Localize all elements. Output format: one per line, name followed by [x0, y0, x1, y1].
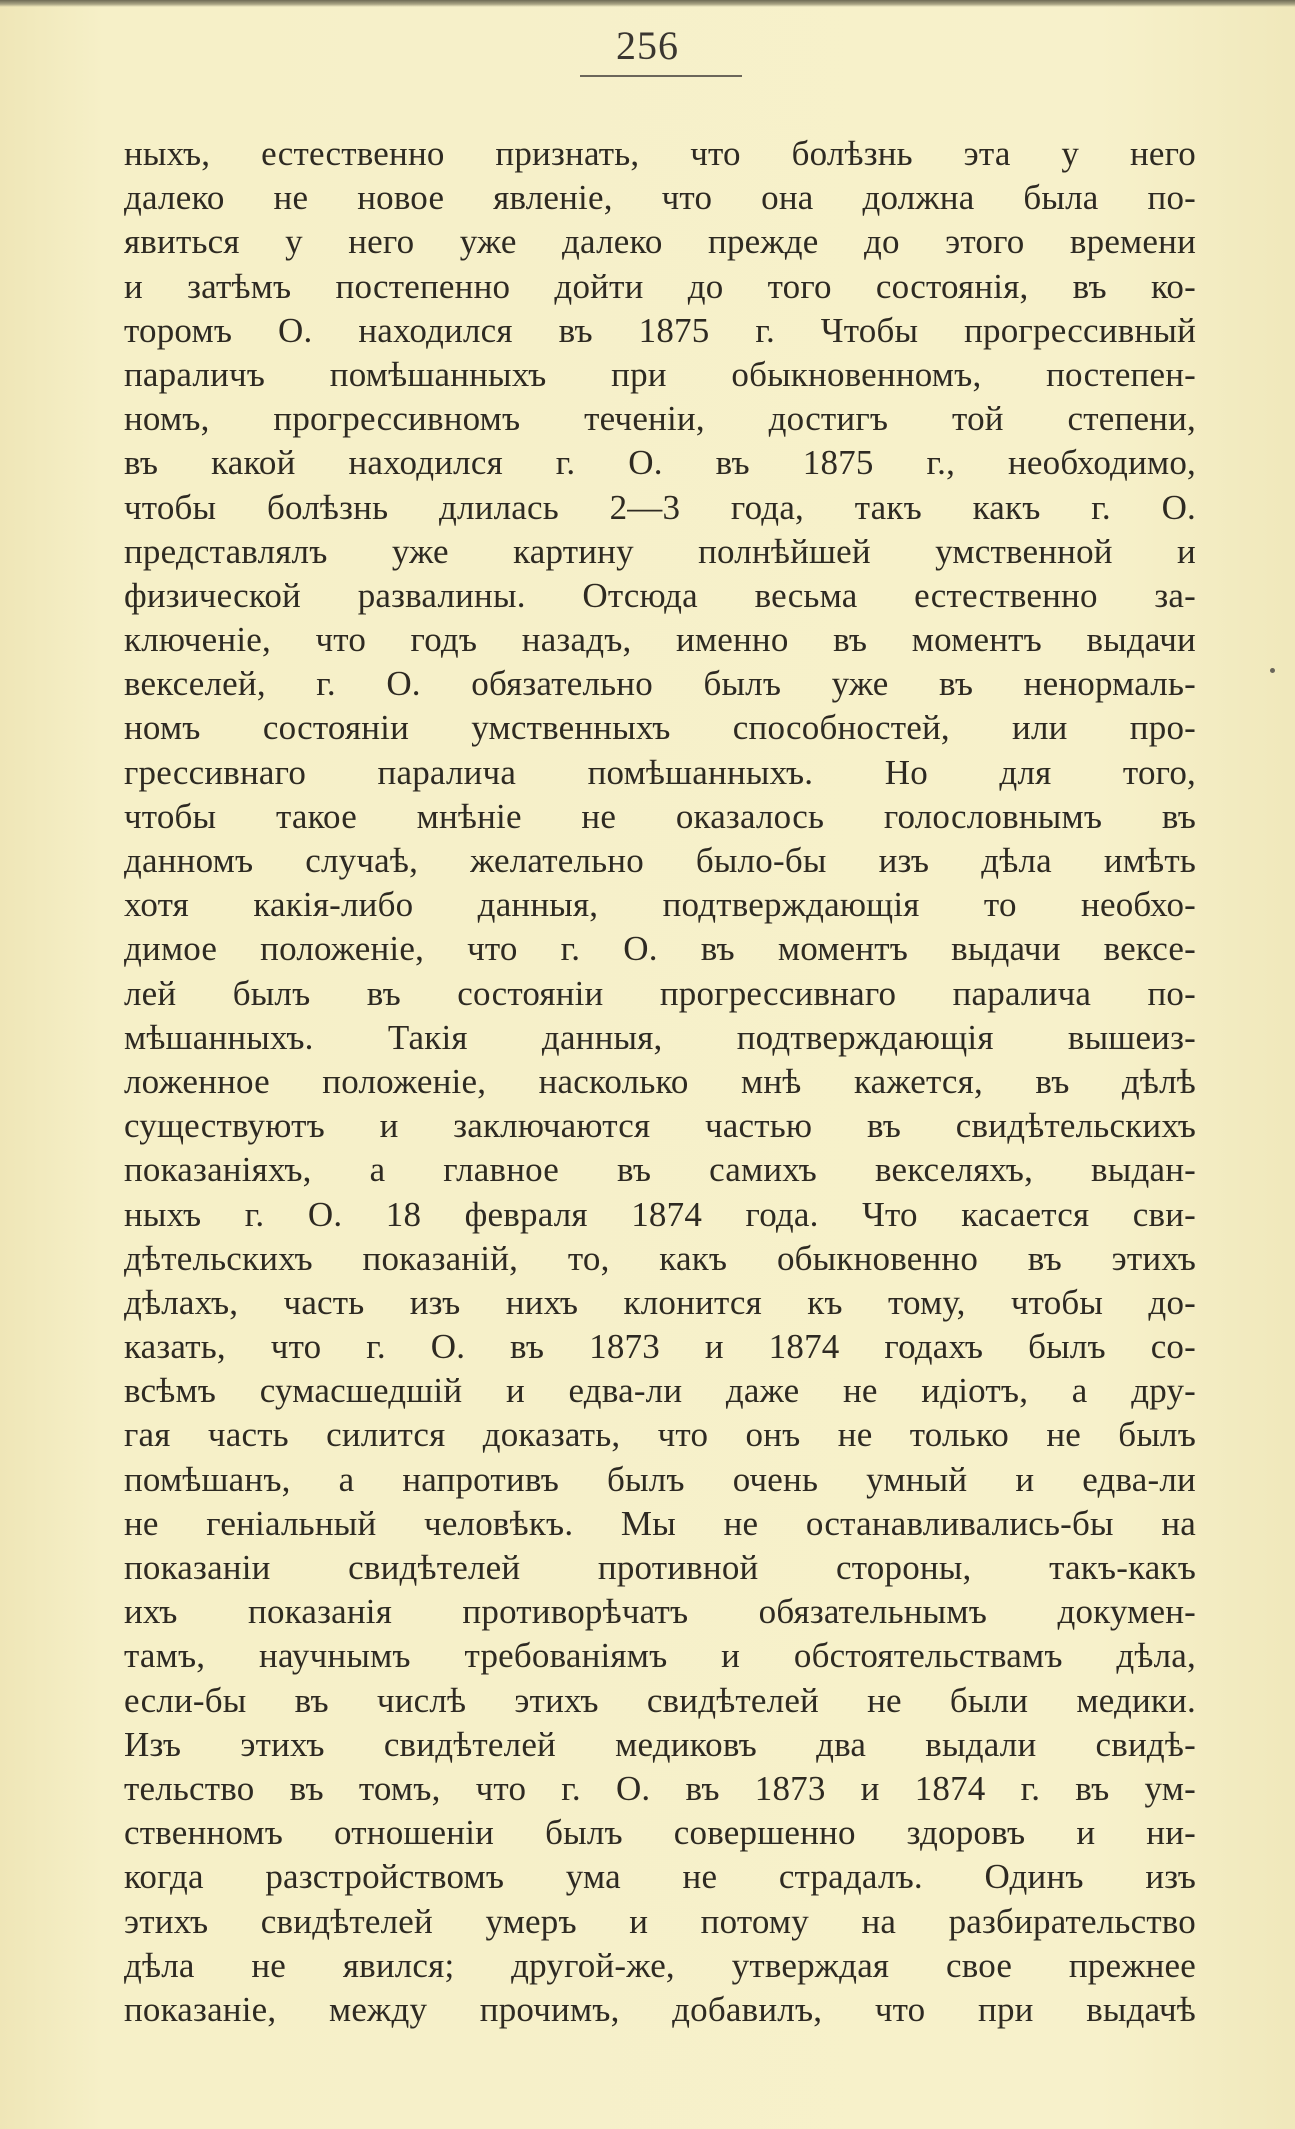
text-line: векселей, г. О. обязательно былъ уже въ ненормаль- — [124, 664, 1196, 704]
text-line: и затѣмъ постепенно дойти до того состоянія, въ ко- — [124, 266, 1196, 306]
margin-mark — [1270, 668, 1275, 673]
text-line: грессивнаго паралича помѣшанныхъ. Но для того, — [124, 752, 1196, 792]
text-line: хотя какія-либо данныя, подтверждающія то необхо- — [124, 885, 1196, 925]
text-line: не геніальный человѣкъ. Мы не останавливались-бы на — [124, 1503, 1196, 1543]
text-line: торомъ О. находился въ 1875 г. Чтобы прогрессивный — [124, 310, 1196, 350]
text-line: ственномъ отношеніи былъ совершенно здоровъ и ни- — [124, 1813, 1196, 1853]
text-line: параличъ помѣшанныхъ при обыкновенномъ, постепен- — [124, 354, 1196, 394]
text-line: казать, что г. О. въ 1873 и 1874 годахъ былъ со- — [124, 1327, 1196, 1367]
text-line: этихъ свидѣтелей умеръ и потому на разбирательство — [124, 1901, 1196, 1941]
text-line: всѣмъ сумасшедшій и едва-ли даже не идіотъ, а дру- — [124, 1371, 1196, 1411]
text-line: ныхъ, естественно признать, что болѣзнь эта у него — [124, 134, 1196, 173]
text-line: гая часть силится доказать, что онъ не только не былъ — [124, 1415, 1196, 1455]
page-number-rule — [580, 75, 742, 77]
text-line: лей былъ въ состояніи прогрессивнаго паралича по- — [124, 973, 1196, 1013]
text-line: дѣлахъ, часть изъ нихъ клонится къ тому, чтобы до- — [124, 1282, 1196, 1322]
text-line: дѣтельскихъ показаній, то, какъ обыкновенно въ этихъ — [124, 1238, 1196, 1278]
text-line: данномъ случаѣ, желательно было-бы изъ дѣла имѣть — [124, 841, 1196, 880]
text-line: физической развалины. Отсюда весьма естественно за- — [124, 575, 1196, 615]
text-line: далеко не новое явленіе, что она должна была по- — [124, 178, 1196, 218]
text-line: показаніяхъ, а главное въ самихъ векселяхъ, выдан- — [124, 1150, 1196, 1190]
text-line: ныхъ г. О. 18 февраля 1874 года. Что касается сви- — [124, 1194, 1196, 1234]
text-line: тельство въ томъ, что г. О. въ 1873 и 1874 г. въ ум- — [124, 1768, 1196, 1808]
text-line: чтобы болѣзнь длилась 2—3 года, такъ какъ г. О. — [124, 487, 1196, 527]
page-number: 256 — [616, 23, 679, 68]
text-line: если-бы въ числѣ этихъ свидѣтелей не были медики. — [124, 1680, 1196, 1720]
text-line: ихъ показанія противорѣчатъ обязательнымъ докумен- — [124, 1592, 1196, 1632]
text-line: номъ состояніи умственныхъ способностей, или про- — [124, 708, 1196, 748]
text-line: показаніи свидѣтелей противной стороны, такъ-какъ — [124, 1548, 1196, 1587]
text-line: существуютъ и заключаются частью въ свидѣтельскихъ — [124, 1106, 1196, 1146]
text-line: явиться у него уже далеко прежде до этого времени — [124, 222, 1196, 262]
text-line: помѣшанъ, а напротивъ былъ очень умный и едва-ли — [124, 1459, 1196, 1499]
page-top-edge — [0, 0, 1295, 7]
text-line: тамъ, научнымъ требованіямъ и обстоятельствамъ дѣла, — [124, 1636, 1196, 1676]
text-line: чтобы такое мнѣніе не оказалось голословнымъ въ — [124, 796, 1196, 836]
text-line: дѣла не явился; другой-же, утверждая свое прежнее — [124, 1945, 1196, 1985]
text-line: мѣшанныхъ. Такія данныя, подтверждающія вышеиз- — [124, 1017, 1196, 1057]
text-line: когда разстройствомъ ума не страдалъ. Одинъ изъ — [124, 1857, 1196, 1897]
text-line: ключеніе, что годъ назадъ, именно въ моментъ выдачи — [124, 620, 1196, 660]
text-line: Изъ этихъ свидѣтелей медиковъ два выдали свидѣ- — [124, 1724, 1196, 1764]
body-text — [124, 132, 1196, 2032]
text-line: въ какой находился г. О. въ 1875 г., необходимо, — [124, 443, 1196, 483]
text-line: номъ, прогрессивномъ теченіи, достигъ той степени, — [124, 399, 1196, 439]
text-line: ложенное положеніе, насколько мнѣ кажется, въ дѣлѣ — [124, 1061, 1196, 1101]
text-line: представлялъ уже картину полнѣйшей умственной и — [124, 531, 1196, 571]
text-line: димое положеніе, что г. О. въ моментъ выдачи вексе- — [124, 929, 1196, 969]
text-line: показаніе, между прочимъ, добавилъ, что при выдачѣ — [124, 1989, 1196, 2029]
